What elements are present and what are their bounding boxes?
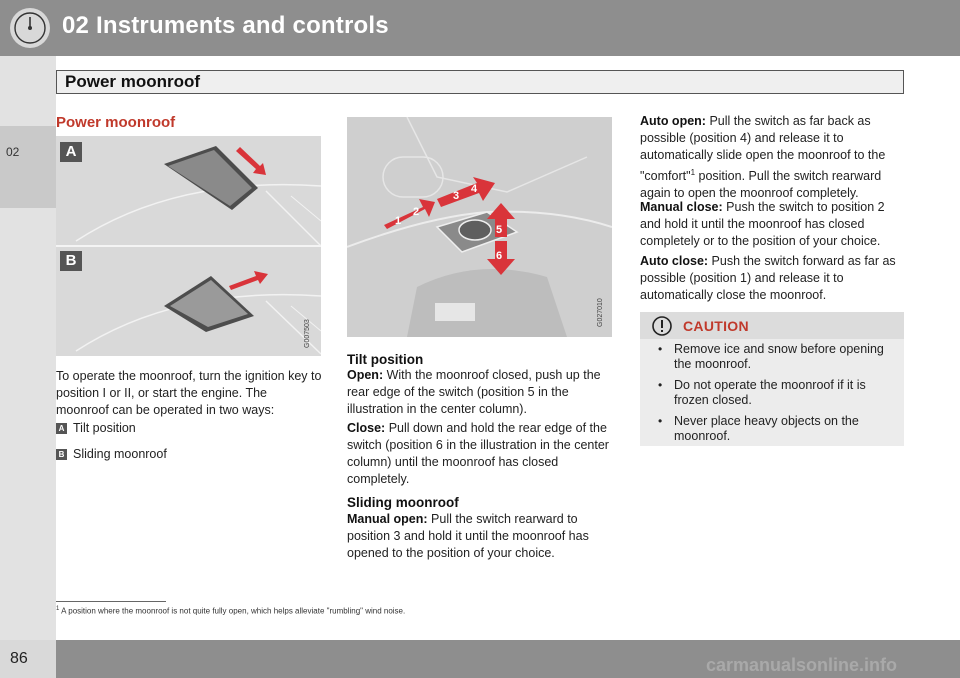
position-label: 2 — [413, 206, 420, 218]
tilt-heading: Tilt position — [347, 352, 424, 367]
position-label: 3 — [453, 190, 460, 202]
caution-box — [640, 312, 904, 446]
auto-open-text-cont: position. Pull the switch rearward again to open the moonroof completely. — [640, 169, 882, 201]
watermark: carmanualsonline.info — [706, 655, 898, 675]
intro-paragraph: To operate the moonroof, turn the ignition key to position I or II, or start the engine. The moonroof can be operated in two ways: — [56, 369, 322, 417]
tilt-arrow-icon — [231, 141, 271, 181]
manual-open-text: Pull the switch rearward to position 3 and hold it until the moonroof has opened to the position of your choice. — [347, 512, 589, 560]
caution-header — [640, 312, 904, 339]
page-number: 86 — [10, 650, 28, 667]
footnote-rule — [56, 601, 166, 602]
manual-open-label: Manual open: — [347, 512, 428, 526]
position-label: 6 — [496, 250, 503, 262]
column-title: Power moonroof — [56, 114, 176, 131]
manual-open-paragraph — [347, 511, 615, 562]
chapter-number: 02 — [6, 145, 20, 159]
option-tilt — [56, 421, 136, 435]
section-title: Power moonroof — [65, 72, 201, 91]
position-label: 4 — [471, 183, 478, 195]
auto-close-label: Auto close: — [640, 254, 709, 268]
section-bar — [56, 70, 904, 94]
forward-back-arrows-icon — [377, 177, 497, 242]
auto-open-text: Pull the switch as far back as possible (position 4) and release it to automatically slide open the moonroof to the "comfort" — [640, 114, 886, 184]
footnote-ref: 1 — [690, 168, 696, 177]
footnote-text: A position where the moonroof is not quite fully open, which helps alleviate "rumbling" wind noise. — [61, 606, 406, 616]
gauge-icon — [8, 6, 52, 50]
tilt-open-paragraph — [347, 367, 615, 418]
auto-close-text: Push the switch forward as far as possible (position 1) and release it to automatically close the moonroof. — [640, 254, 896, 302]
tilt-close-paragraph — [347, 420, 615, 488]
up-down-arrows-icon — [487, 203, 515, 275]
tilt-close-label: Close: — [347, 421, 386, 435]
caution-item: • Do not operate the moonroof if it is frozen closed. — [650, 378, 900, 408]
manual-close-text: Push the switch to position 2 and hold it until the moonroof has closed completely or to the position of your choice. — [640, 200, 885, 248]
option-text: Sliding moonroof — [73, 447, 167, 461]
figure-label-a: A — [60, 142, 82, 162]
tilt-open-text: With the moonroof closed, push up the rear edge of the switch (position 5 in the illustration in the center column). — [347, 368, 601, 416]
option-marker-b: B — [56, 449, 67, 460]
caution-item: • Never place heavy objects on the moonroof. — [650, 414, 900, 444]
caution-item: • Remove ice and snow before opening the moonroof. — [650, 342, 900, 372]
tilt-open-label: Open: — [347, 368, 384, 382]
option-text: Tilt position — [73, 421, 136, 435]
footnote — [56, 606, 405, 616]
auto-close-paragraph — [640, 253, 906, 304]
figure-code: G027010 — [597, 298, 604, 327]
tilt-close-text: Pull down and hold the rear edge of the switch (position 6 in the illustration in the center column) until the moonroof has closed completely. — [347, 421, 609, 486]
manual-close-paragraph — [640, 199, 906, 250]
figure-code: G007503 — [304, 319, 311, 348]
auto-open-paragraph — [640, 113, 906, 202]
position-label: 1 — [395, 215, 402, 227]
caution-title: CAUTION — [683, 318, 749, 334]
warning-icon — [652, 316, 672, 336]
moonroof-illustration — [56, 136, 321, 356]
slide-arrow-icon — [226, 262, 272, 292]
option-sliding — [56, 447, 167, 461]
option-marker-a: A — [56, 423, 67, 434]
sliding-heading: Sliding moonroof — [347, 495, 459, 510]
switch-illustration — [347, 117, 612, 337]
chapter-title: 02 Instruments and controls — [62, 12, 389, 39]
figure-label-b: B — [60, 251, 82, 271]
auto-open-label: Auto open: — [640, 114, 706, 128]
chapter-tab — [0, 126, 56, 208]
footer-page-tab — [0, 640, 56, 678]
caution-list — [650, 342, 900, 450]
car-roof-drawing — [56, 136, 321, 356]
manual-close-label: Manual close: — [640, 200, 723, 214]
position-label: 5 — [496, 224, 503, 236]
footnote-marker: 1 — [56, 606, 60, 612]
